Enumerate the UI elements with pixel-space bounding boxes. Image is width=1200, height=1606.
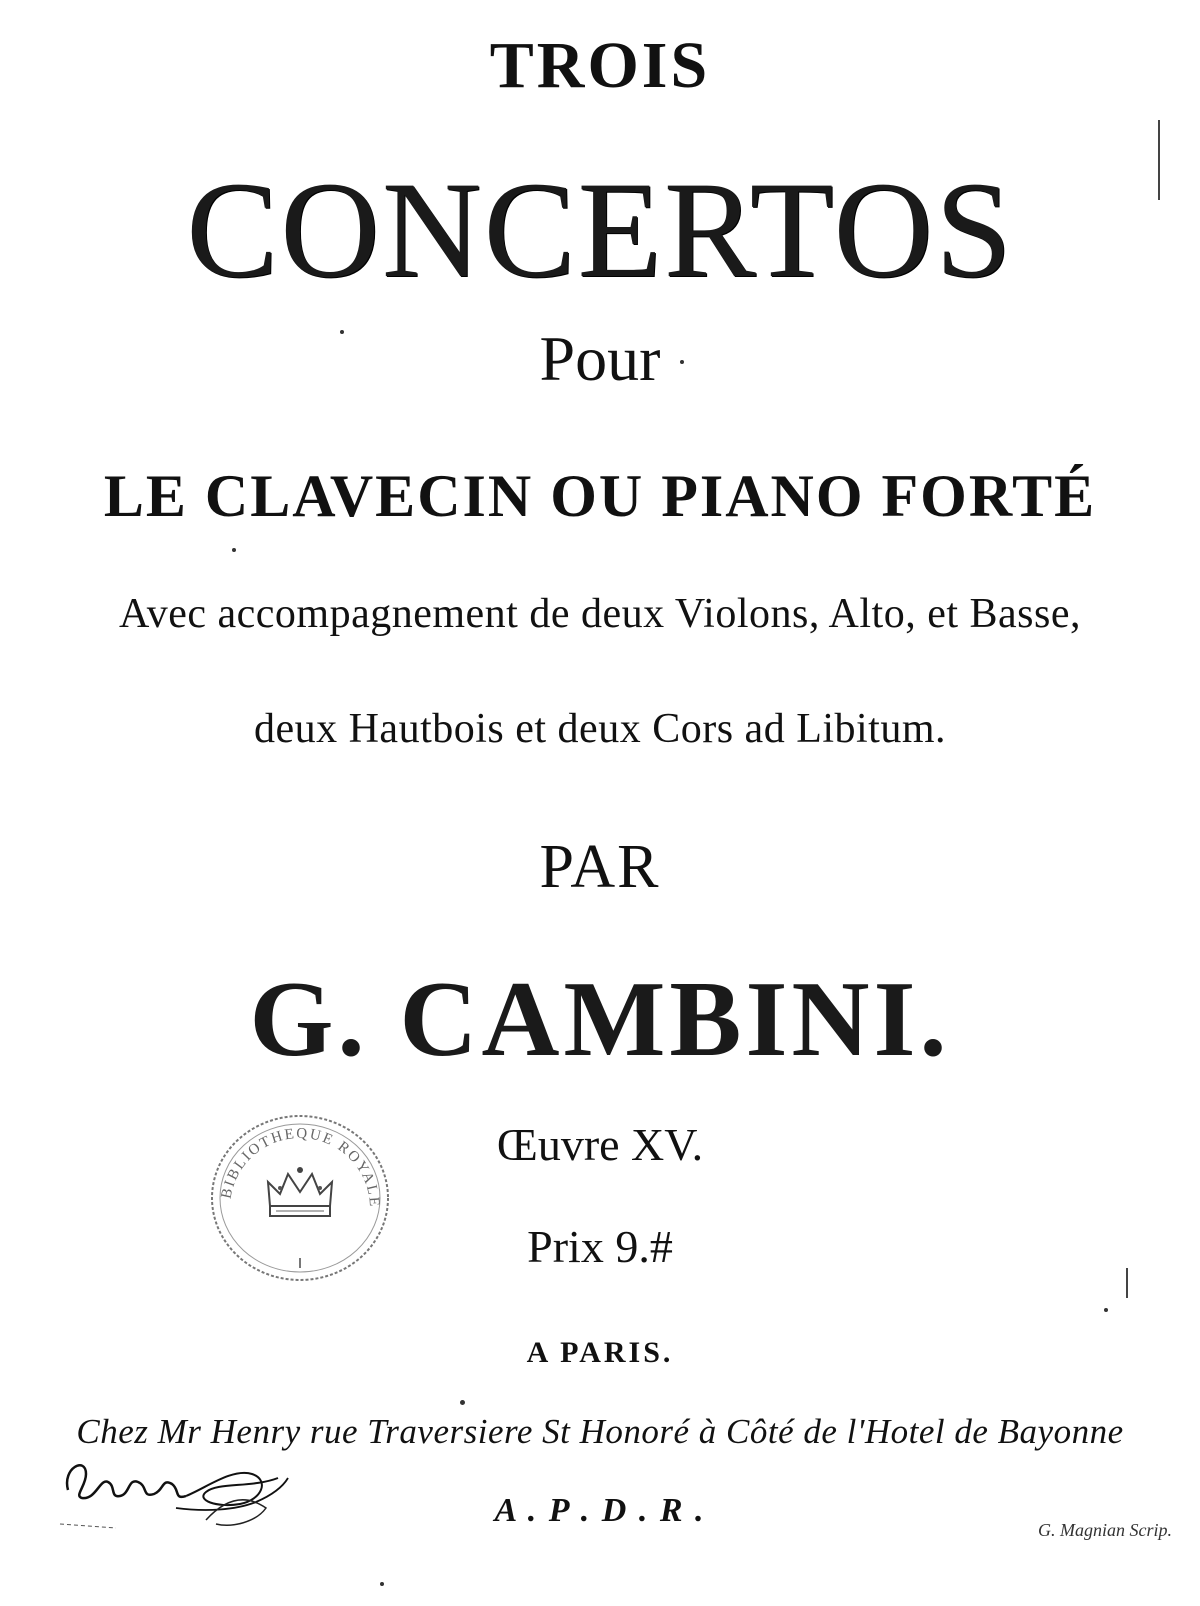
ink-speck bbox=[232, 548, 236, 552]
opus-number: Œuvre XV. bbox=[496, 1119, 704, 1170]
title-pour: Pour bbox=[539, 323, 661, 394]
composer-name: G. CAMBINI. bbox=[249, 960, 951, 1079]
instrument-line: LE CLAVECIN OU PIANO FORTÉ bbox=[103, 463, 1097, 529]
title-trois: TROIS bbox=[489, 29, 711, 102]
ink-speck bbox=[460, 1400, 465, 1405]
par-line: PAR bbox=[539, 833, 661, 901]
price-line: Prix 9.# bbox=[527, 1221, 673, 1272]
accompaniment-line-1: Avec accompagnement de deux Violons, Alto, et Basse, bbox=[118, 591, 1082, 637]
ink-speck bbox=[340, 330, 344, 334]
edge-mark bbox=[1126, 1268, 1128, 1298]
ink-speck bbox=[1104, 1308, 1108, 1312]
accompaniment-line-2: deux Hautbois et deux Cors ad Libitum. bbox=[253, 706, 947, 752]
imprint-city: A PARIS. bbox=[526, 1336, 674, 1369]
imprint-address: Chez Mr Henry rue Traversiere St Honoré à Côté de l'Hotel de Bayonne bbox=[76, 1412, 1124, 1451]
library-stamp bbox=[206, 1108, 394, 1284]
engraver-credit: G. Magnian Scrip. bbox=[1038, 1520, 1172, 1540]
ink-speck bbox=[380, 1582, 384, 1586]
crown-icon bbox=[268, 1167, 332, 1216]
ink-speck bbox=[680, 360, 684, 364]
svg-text:BIBLIOTHEQUE ROYALE: BIBLIOTHEQUE ROYALE bbox=[218, 1125, 383, 1209]
handwritten-signature bbox=[56, 1438, 296, 1538]
title-concertos: CONCERTOS bbox=[186, 153, 1014, 306]
imprint-privilege: A . P . D . R . bbox=[494, 1492, 706, 1529]
edge-mark bbox=[1158, 120, 1160, 200]
